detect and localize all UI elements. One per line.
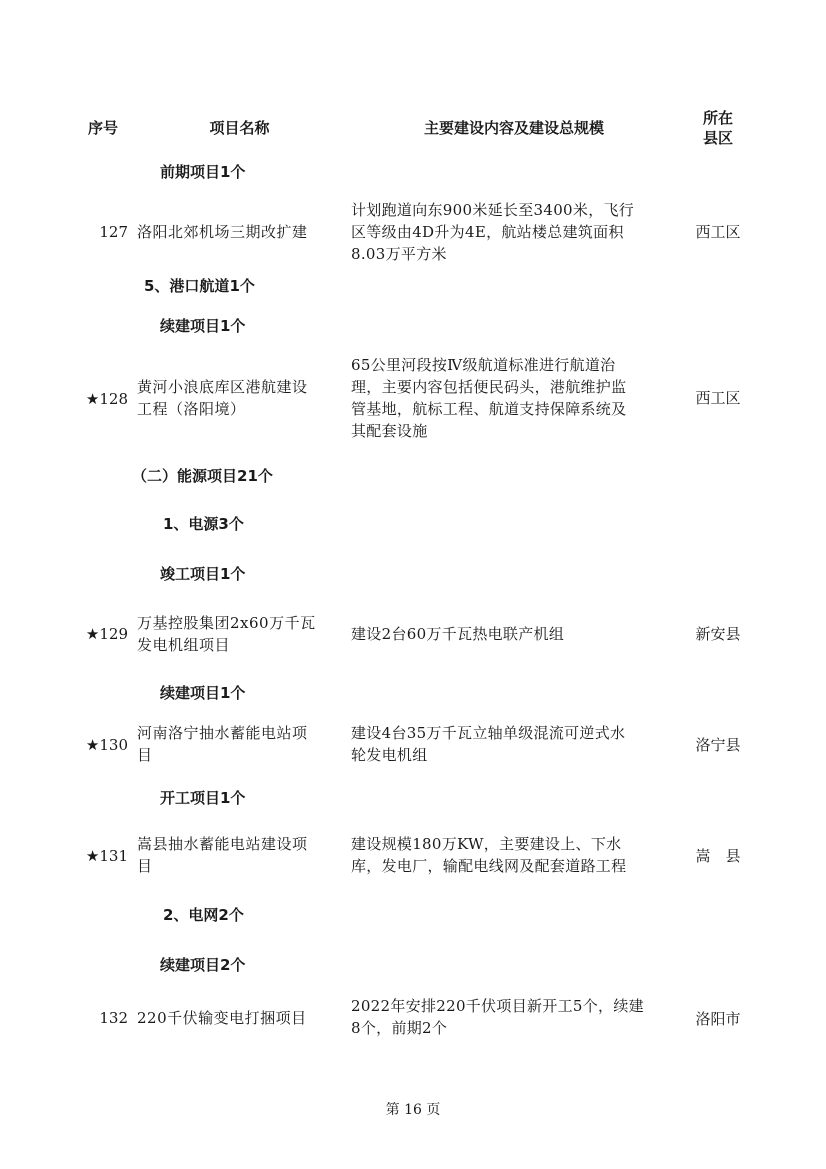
section-heading: 续建项目1个: [160, 684, 246, 702]
row-number: ★130: [85, 736, 128, 754]
header-seq: 序号: [87, 119, 118, 137]
project-name-line: 工程（洛阳境）: [137, 400, 246, 418]
project-name-line: 目: [137, 857, 153, 875]
project-name: [137, 376, 342, 420]
content-line: 其配套设施: [351, 422, 428, 440]
content-line: 理，主要内容包括便民码头，港航维护监: [351, 378, 627, 396]
row-number: 132: [99, 1009, 128, 1027]
project-content: [351, 623, 677, 645]
section-heading: 5、港口航道1个: [144, 277, 255, 295]
section-heading: 竣工项目1个: [160, 565, 246, 583]
county: 洛阳市: [695, 1010, 741, 1028]
content-line: 建设规模180万KW，主要建设上、下水: [351, 835, 622, 853]
section-heading: 2、电网2个: [163, 906, 244, 924]
project-content: [351, 833, 677, 877]
section-heading: 前期项目1个: [160, 163, 246, 181]
content-line: 轮发电机组: [351, 746, 428, 764]
header-name: 项目名称: [209, 119, 270, 137]
section-heading: 续建项目2个: [160, 956, 246, 974]
county: 嵩 县: [695, 847, 741, 865]
content-line: 计划跑道向东900米延长至3400米，飞行: [351, 201, 635, 219]
project-content: [351, 354, 677, 442]
content-line: 库，发电厂，输配电线网及配套道路工程: [351, 857, 627, 875]
header-county-line2: 县区: [702, 129, 733, 147]
county: 新安县: [695, 625, 741, 643]
project-name-line: 黄河小浪底库区港航建设: [137, 378, 308, 396]
project-name: [137, 833, 342, 877]
row-number: ★131: [85, 847, 128, 865]
row-number: ★129: [85, 625, 128, 643]
header-county-line1: 所在: [702, 109, 733, 127]
project-name-line: 河南洛宁抽水蓄能电站项: [137, 724, 308, 742]
project-name-line: 洛阳北郊机场三期改扩建: [137, 223, 308, 241]
page-number: 第 16 页: [385, 1102, 441, 1118]
county: 西工区: [695, 223, 741, 241]
project-name-line: 嵩县抽水蓄能电站建设项: [137, 835, 308, 853]
project-name: [137, 612, 342, 656]
section-heading: 续建项目1个: [160, 317, 246, 335]
section-heading: （二）能源项目21个: [132, 467, 273, 485]
content-line: 8.03万平方米: [351, 245, 447, 263]
content-line: 2022年安排220千伏项目新开工5个，续建: [351, 997, 644, 1015]
project-name: [137, 1007, 342, 1029]
content-line: 建设2台60万千瓦热电联产机组: [351, 625, 565, 643]
row-number: 127: [99, 223, 128, 241]
project-name-line: 万基控股集团2x60万千瓦: [137, 614, 316, 632]
row-number: ★128: [85, 390, 128, 408]
content-line: 8个，前期2个: [351, 1019, 448, 1037]
content-line: 建设4台35万千瓦立轴单级混流可逆式水: [351, 724, 626, 742]
section-heading: 1、电源3个: [163, 515, 244, 533]
content-line: 管基地，航标工程、航道支持保障系统及: [351, 400, 627, 418]
project-name-line: 220千伏输变电打捆项目: [137, 1009, 307, 1027]
section-heading: 开工项目1个: [160, 789, 246, 807]
county: 西工区: [695, 389, 741, 407]
project-content: [351, 722, 677, 766]
project-content: [351, 995, 677, 1039]
project-name: [137, 221, 342, 243]
project-name: [137, 722, 342, 766]
content-line: 65公里河段按Ⅳ级航道标准进行航道治: [351, 356, 616, 374]
project-name-line: 发电机组项目: [137, 636, 231, 654]
header-content: 主要建设内容及建设总规模: [423, 119, 604, 137]
project-name-line: 目: [137, 746, 153, 764]
county: 洛宁县: [695, 736, 741, 754]
header-county: [688, 108, 748, 148]
project-content: [351, 199, 677, 265]
content-line: 区等级由4D升为4E，航站楼总建筑面积: [351, 223, 624, 241]
